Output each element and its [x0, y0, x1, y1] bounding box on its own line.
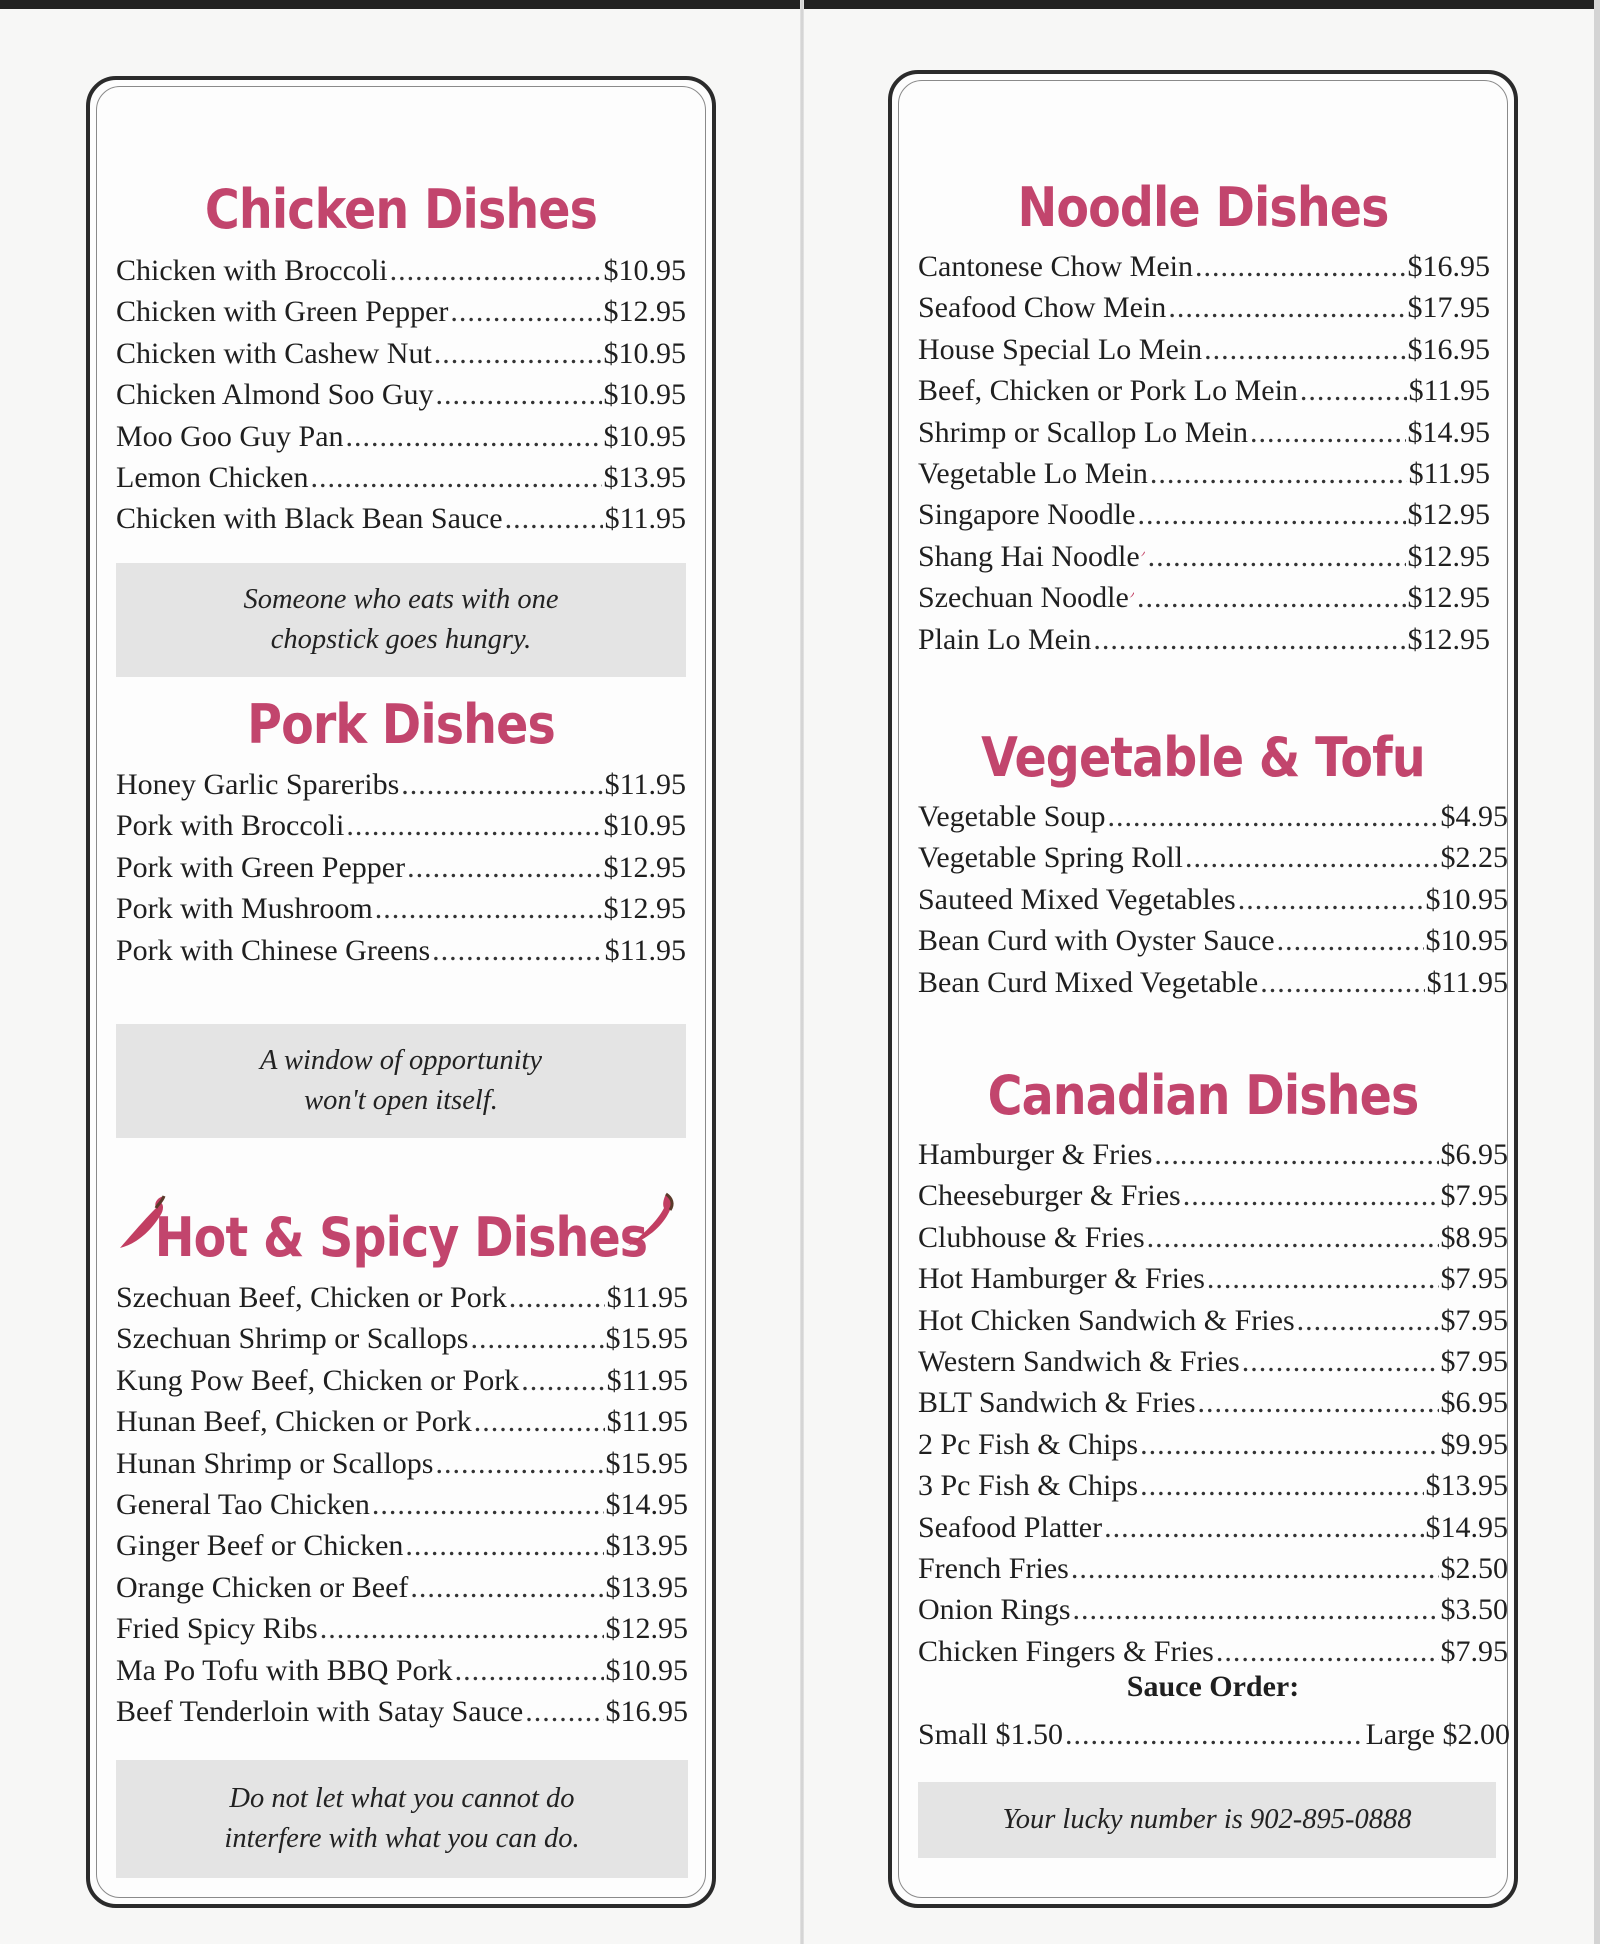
menu-item-name: Ginger Beef or Chicken: [116, 1529, 404, 1563]
menu-item-price: $10.95: [603, 809, 686, 843]
hot-spicy-dishes-heading: Hot & Spicy Dishes: [154, 1206, 648, 1269]
menu-item-row: [918, 1465, 1508, 1506]
menu-item-name: Singapore Noodle: [918, 498, 1136, 532]
dot-leader: [436, 374, 602, 415]
menu-item-price: $2.50: [1440, 1551, 1508, 1585]
menu-item-row: [918, 1300, 1508, 1341]
menu-item-row: [116, 1401, 688, 1442]
dot-leader: [1073, 1589, 1439, 1630]
menu-item-price: $10.95: [603, 254, 686, 287]
menu-item-name: Chicken with Green Pepper: [116, 295, 449, 329]
menu-item-row: [918, 962, 1508, 1003]
left-menu-panel: [86, 76, 716, 1908]
menu-item-price: $4.95: [1440, 800, 1508, 833]
dot-leader: [320, 1608, 604, 1649]
menu-item-row: [918, 1507, 1508, 1548]
dot-leader: [521, 1360, 604, 1401]
menu-item-price: $6.95: [1440, 1138, 1508, 1171]
dot-leader: [1147, 1217, 1439, 1258]
menu-item-price: $10.95: [1425, 924, 1508, 958]
dot-leader: [346, 416, 602, 457]
dot-leader: [407, 847, 601, 888]
pork-dishes-list: [116, 764, 686, 971]
dot-leader: [1093, 619, 1405, 660]
menu-item-price: $11.95: [604, 502, 686, 536]
menu-item-price: $13.95: [605, 1529, 688, 1563]
dot-leader: [1104, 1507, 1423, 1548]
dot-leader: [474, 1401, 605, 1442]
menu-item-name: Hot Chicken Sandwich & Fries: [918, 1303, 1295, 1337]
menu-item-price: $13.95: [603, 460, 686, 494]
dot-leader: [1150, 453, 1407, 494]
menu-item-name: Vegetable Spring Roll: [918, 841, 1183, 875]
quote-line: won't open itself.: [304, 1085, 498, 1116]
menu-item-name: Vegetable Lo Mein: [918, 456, 1148, 490]
menu-item-name: Honey Garlic Spareribs: [116, 768, 400, 801]
chili-pepper-icon: [1129, 583, 1135, 607]
menu-item-price: $11.95: [606, 1281, 688, 1314]
menu-item-price: $14.95: [605, 1487, 688, 1521]
dot-leader: [1148, 536, 1406, 577]
menu-item-row: [918, 1258, 1508, 1299]
menu-item-price: $12.95: [1407, 581, 1490, 615]
menu-item-price: $15.95: [605, 1322, 688, 1356]
menu-item-row: [918, 1382, 1508, 1423]
dot-leader: [509, 1277, 605, 1318]
dot-leader: [405, 1525, 603, 1566]
dot-leader: [390, 250, 602, 291]
menu-item-price: $13.95: [605, 1570, 688, 1604]
menu-item-row: [918, 1631, 1508, 1672]
dot-leader: [1183, 1175, 1439, 1216]
dot-leader: [1137, 577, 1406, 618]
pork-dishes-heading: Pork Dishes: [247, 693, 555, 756]
menu-item-row: [918, 796, 1508, 837]
menu-item-price: $12.95: [603, 295, 686, 329]
sauce-order-title: Sauce Order:: [1126, 1670, 1300, 1703]
menu-item-name: Cantonese Chow Mein: [918, 250, 1193, 283]
canadian-dishes-list: [918, 1134, 1508, 1672]
menu-item-row: [116, 291, 686, 332]
menu-item-name: Hunan Beef, Chicken or Pork: [116, 1405, 472, 1439]
sauce-large-price: Large $2.00: [1365, 1718, 1510, 1751]
dot-leader: [455, 1650, 604, 1691]
menu-item-price: $16.95: [1407, 250, 1490, 283]
menu-item-name: Pork with Broccoli: [116, 809, 345, 843]
menu-item-row: [116, 1277, 688, 1318]
sauce-small-price: Small $1.50: [918, 1718, 1064, 1751]
menu-item-name: Lemon Chicken: [116, 460, 309, 494]
dot-leader: [1137, 494, 1405, 535]
menu-item-row: [116, 930, 686, 971]
menu-item-row: [918, 1217, 1508, 1258]
menu-item-name: French Fries: [918, 1551, 1069, 1585]
menu-item-price: $10.95: [1425, 882, 1508, 916]
noodle-dishes-list: [918, 246, 1490, 660]
menu-item-row: [116, 457, 686, 498]
dot-leader: [1154, 1134, 1438, 1175]
quote-box-2: [116, 1024, 686, 1138]
hot-spicy-dishes-list: [116, 1277, 688, 1732]
menu-item-row: [918, 619, 1490, 660]
menu-item-name: Szechuan Noodle: [918, 581, 1129, 615]
menu-item-name: Western Sandwich & Fries: [918, 1344, 1240, 1378]
menu-item-name: Kung Pow Beef, Chicken or Pork: [116, 1363, 520, 1397]
menu-item-row: [116, 1650, 688, 1691]
menu-item-row: [116, 374, 686, 415]
menu-item-price: $13.95: [1425, 1469, 1508, 1503]
menu-item-name: Pork with Mushroom: [116, 892, 373, 926]
menu-item-price: $12.95: [1407, 622, 1490, 656]
dot-leader: [1071, 1548, 1439, 1589]
menu-item-price: $12.95: [1407, 498, 1490, 532]
dot-leader: [1250, 412, 1406, 453]
menu-item-name: Beef, Chicken or Pork Lo Mein: [918, 374, 1298, 408]
menu-item-name: Chicken with Cashew Nut: [116, 336, 432, 370]
quote-line: Someone who eats with one: [243, 584, 559, 615]
menu-item-row: [116, 250, 686, 291]
menu-item-name: Moo Goo Guy Pan: [116, 419, 344, 453]
menu-item-price: $11.95: [1408, 374, 1490, 408]
menu-item-row: [918, 920, 1508, 961]
menu-item-row: [918, 1341, 1508, 1382]
quote-line: Do not let what you cannot do: [229, 1783, 575, 1814]
dot-leader: [1297, 1300, 1439, 1341]
right-page-edge: [1594, 0, 1600, 1944]
menu-item-price: $10.95: [603, 378, 686, 412]
canadian-dishes-heading: Canadian Dishes: [987, 1064, 1419, 1127]
dot-leader: [346, 805, 601, 846]
menu-item-price: $7.95: [1440, 1303, 1508, 1337]
dot-leader: [1207, 1258, 1439, 1299]
dot-leader: [1260, 962, 1424, 1003]
menu-item-name: General Tao Chicken: [116, 1487, 370, 1521]
quote-box-4: [918, 1782, 1496, 1858]
menu-item-row: [116, 764, 686, 805]
menu-item-name: Ma Po Tofu with BBQ Pork: [116, 1653, 453, 1687]
menu-item-row: [116, 1443, 688, 1484]
noodle-dishes-heading: Noodle Dishes: [1017, 176, 1389, 239]
dot-leader: [450, 291, 601, 332]
menu-item-name: Chicken Fingers & Fries: [918, 1634, 1214, 1668]
quote-line: Your lucky number is 902-895-0888: [1002, 1804, 1412, 1835]
menu-item-price: $16.95: [605, 1694, 688, 1728]
dot-leader: [1168, 287, 1405, 328]
menu-item-row: [116, 1608, 688, 1649]
menu-item-row: [918, 329, 1490, 370]
quote-line: chopstick goes hungry.: [270, 624, 532, 655]
menu-item-price: $15.95: [605, 1446, 688, 1480]
menu-item-price: $11.95: [604, 768, 686, 801]
menu-item-row: [918, 412, 1490, 453]
menu-item-row: [918, 1548, 1508, 1589]
menu-item-name: Hunan Shrimp or Scallops: [116, 1446, 434, 1480]
menu-item-name: Chicken with Broccoli: [116, 254, 388, 287]
chicken-dishes-list: [116, 250, 686, 540]
dot-leader: [401, 764, 602, 805]
menu-item-name: Chicken Almond Soo Guy: [116, 378, 434, 412]
menu-item-name: Beef Tenderloin with Satay Sauce: [116, 1694, 524, 1728]
quote-box-1: [116, 563, 686, 677]
dot-leader: [1065, 1714, 1364, 1755]
menu-item-row: [116, 498, 686, 539]
menu-item-price: $7.95: [1440, 1634, 1508, 1668]
chili-pepper-icon: [622, 1188, 682, 1252]
dot-leader: [1277, 920, 1424, 961]
menu-item-price: $11.95: [1426, 965, 1508, 999]
menu-item-price: $12.95: [605, 1612, 688, 1646]
menu-item-row: [918, 287, 1490, 328]
menu-item-row: [116, 1525, 688, 1566]
menu-item-name: Chicken with Black Bean Sauce: [116, 502, 503, 536]
menu-item-row: [918, 370, 1490, 411]
menu-item-name: Pork with Chinese Greens: [116, 933, 431, 967]
menu-item-price: $9.95: [1440, 1427, 1508, 1461]
quote-box-3: [116, 1760, 688, 1878]
dot-leader: [1216, 1631, 1439, 1672]
dot-leader: [1140, 1424, 1438, 1465]
quote-line: A window of opportunity: [259, 1045, 543, 1076]
dot-leader: [1300, 370, 1407, 411]
menu-item-price: $10.95: [605, 1653, 688, 1687]
menu-item-name: Onion Rings: [918, 1593, 1071, 1627]
menu-item-name: Plain Lo Mein: [918, 622, 1092, 656]
menu-item-name: Hot Hamburger & Fries: [918, 1262, 1205, 1296]
menu-item-price: $7.95: [1440, 1262, 1508, 1296]
menu-item-price: $11.95: [604, 933, 686, 967]
dot-leader: [1185, 837, 1439, 878]
menu-item-price: $11.95: [1408, 456, 1490, 490]
page-fold: [800, 0, 804, 1944]
menu-item-name: Shang Hai Noodle: [918, 539, 1140, 573]
menu-item-name: Bean Curd Mixed Vegetable: [918, 965, 1259, 999]
dot-leader: [375, 888, 602, 929]
menu-item-price: $11.95: [606, 1405, 688, 1439]
menu-item-row: [918, 837, 1508, 878]
dot-leader: [1195, 246, 1406, 287]
menu-item-price: $14.95: [1425, 1510, 1508, 1544]
vegetable-tofu-heading: Vegetable & Tofu: [981, 726, 1425, 789]
menu-item-name: BLT Sandwich & Fries: [918, 1386, 1196, 1420]
menu-item-name: 2 Pc Fish & Chips: [918, 1427, 1139, 1461]
dot-leader: [1204, 329, 1405, 370]
menu-item-name: Hamburger & Fries: [918, 1138, 1153, 1171]
menu-item-price: $14.95: [1407, 415, 1490, 449]
menu-item-price: $11.95: [606, 1363, 688, 1397]
menu-item-name: Fried Spicy Ribs: [116, 1612, 318, 1646]
menu-item-name: Sauteed Mixed Vegetables: [918, 882, 1236, 916]
menu-item-name: Szechuan Shrimp or Scallops: [116, 1322, 469, 1356]
menu-item-name: Clubhouse & Fries: [918, 1220, 1145, 1254]
menu-item-row: [918, 1589, 1508, 1630]
menu-item-row: [918, 536, 1490, 577]
menu-item-row: [116, 333, 686, 374]
menu-item-row: [116, 847, 686, 888]
menu-item-row: [116, 888, 686, 929]
menu-item-name: Seafood Platter: [918, 1510, 1103, 1544]
menu-item-name: House Special Lo Mein: [918, 332, 1203, 366]
right-menu-panel: [888, 70, 1518, 1908]
chili-pepper-icon: [1140, 542, 1146, 566]
dot-leader: [435, 1443, 603, 1484]
menu-item-row: [918, 1175, 1508, 1216]
dot-leader: [1107, 796, 1438, 837]
menu-item-price: $3.50: [1440, 1593, 1508, 1627]
quote-line: interfere with what you can do.: [224, 1823, 580, 1854]
menu-item-row: [918, 879, 1508, 920]
menu-item-row: [918, 577, 1490, 618]
menu-item-price: $8.95: [1440, 1220, 1508, 1254]
menu-item-name: Vegetable Soup: [918, 800, 1106, 833]
menu-item-row: [918, 453, 1490, 494]
dot-leader: [310, 457, 601, 498]
dot-leader: [1242, 1341, 1439, 1382]
menu-item-price: $6.95: [1440, 1386, 1508, 1420]
dot-leader: [1140, 1465, 1423, 1506]
menu-item-price: $17.95: [1407, 291, 1490, 325]
menu-item-price: $10.95: [603, 336, 686, 370]
menu-item-row: [116, 1691, 688, 1732]
menu-item-row: [116, 416, 686, 457]
menu-item-name: Seafood Chow Mein: [918, 291, 1167, 325]
dot-leader: [470, 1318, 603, 1359]
menu-item-row: [918, 1134, 1508, 1175]
menu-item-price: $16.95: [1407, 332, 1490, 366]
dot-leader: [372, 1484, 604, 1525]
dot-leader: [410, 1567, 603, 1608]
menu-item-name: Pork with Green Pepper: [116, 850, 406, 884]
menu-item-row: [918, 246, 1490, 287]
menu-item-name: Cheeseburger & Fries: [918, 1179, 1181, 1213]
menu-item-price: $12.95: [1407, 539, 1490, 573]
chicken-dishes-heading: Chicken Dishes: [204, 178, 598, 241]
menu-item-price: $12.95: [603, 850, 686, 884]
vegetable-tofu-list: [918, 796, 1508, 1003]
menu-item-row: [116, 1360, 688, 1401]
menu-item-row: [116, 1484, 688, 1525]
menu-item-price: $12.95: [603, 892, 686, 926]
dot-leader: [525, 1691, 603, 1732]
menu-item-row: [918, 494, 1490, 535]
menu-item-name: Orange Chicken or Beef: [116, 1570, 409, 1604]
dot-leader: [432, 930, 602, 971]
menu-item-price: $7.95: [1440, 1179, 1508, 1213]
dot-leader: [1198, 1382, 1439, 1423]
menu-item-name: Szechuan Beef, Chicken or Pork: [116, 1281, 507, 1314]
menu-item-name: Shrimp or Scallop Lo Mein: [918, 415, 1248, 449]
menu-item-name: Bean Curd with Oyster Sauce: [918, 924, 1275, 958]
dot-leader: [1238, 879, 1424, 920]
menu-item-price: $10.95: [603, 419, 686, 453]
menu-item-price: $2.25: [1440, 841, 1508, 875]
dot-leader: [434, 333, 602, 374]
dot-leader: [505, 498, 603, 539]
menu-item-row: [116, 1567, 688, 1608]
menu-item-price: $7.95: [1440, 1344, 1508, 1378]
menu-item-row: [918, 1424, 1508, 1465]
menu-item-row: [116, 805, 686, 846]
menu-item-name: 3 Pc Fish & Chips: [918, 1469, 1139, 1503]
menu-item-row: [116, 1318, 688, 1359]
sauce-order-row: [918, 1714, 1510, 1755]
